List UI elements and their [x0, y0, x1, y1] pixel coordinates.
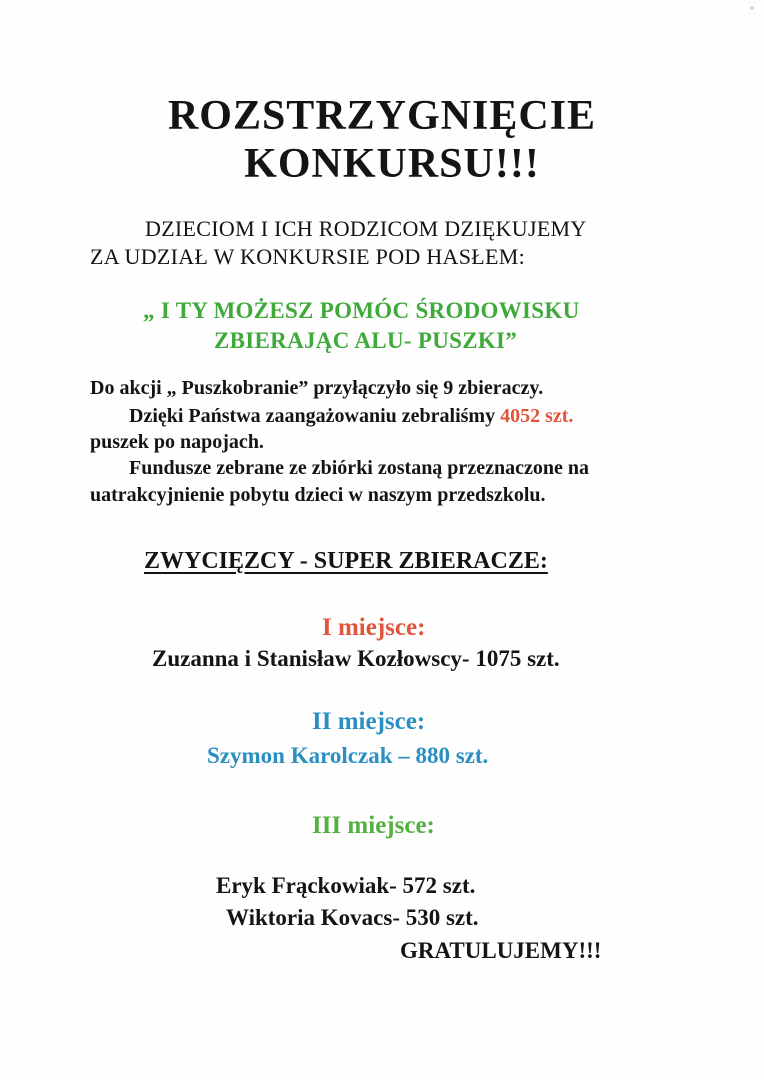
second-place-winner: Szymon Karolczak – 880 szt.: [207, 743, 489, 768]
slogan-line-1: „ I TY MOŻESZ POMÓC ŚRODOWISKU: [143, 298, 580, 323]
scan-speck: [750, 6, 754, 10]
slogan-line-2: ZBIERAJĄC ALU- PUSZKI”: [214, 328, 518, 353]
third-place-winner-2: Wiktoria Kovacs- 530 szt.: [226, 905, 479, 930]
title-line-1: ROZSTRZYGNIĘCIE: [167, 93, 597, 139]
first-place-winner: Zuzanna i Stanisław Kozłowscy- 1075 szt.: [152, 646, 560, 671]
title-line-2: KONKURSU!!!: [244, 141, 540, 187]
third-place-label: III miejsce:: [312, 812, 435, 839]
third-place-winner-1: Eryk Frąckowiak- 572 szt.: [216, 873, 476, 898]
paragraph-line-2: [129, 405, 573, 428]
thanks-line-1: DZIECIOM I ICH RODZICOM DZIĘKUJEMY: [145, 216, 587, 241]
paragraph-line-3: puszek po napojach.: [90, 431, 264, 453]
closing-congratulations: GRATULUJEMY!!!: [400, 938, 602, 963]
second-place-label: II miejsce:: [312, 708, 426, 735]
paragraph-line-4: Fundusze zebrane ze zbiórki zostaną przeznaczone na: [129, 457, 589, 479]
paragraph-line-1: Do akcji „ Puszkobranie” przyłączyło się 9 zbieraczy.: [90, 377, 544, 399]
paragraph-line-2-text: Dzięki Państwa zaangażowaniu zebraliśmy: [129, 405, 501, 427]
paragraph-line-5: uatrakcyjnienie pobytu dzieci w naszym przedszkolu.: [90, 484, 546, 506]
winners-heading: ZWYCIĘZCY - SUPER ZBIERACZE:: [144, 548, 548, 574]
first-place-label: I miejsce:: [322, 614, 426, 641]
thanks-line-2: ZA UDZIAŁ W KONKURSIE POD HASŁEM:: [90, 244, 526, 269]
collected-amount: 4052 szt.: [500, 405, 574, 427]
